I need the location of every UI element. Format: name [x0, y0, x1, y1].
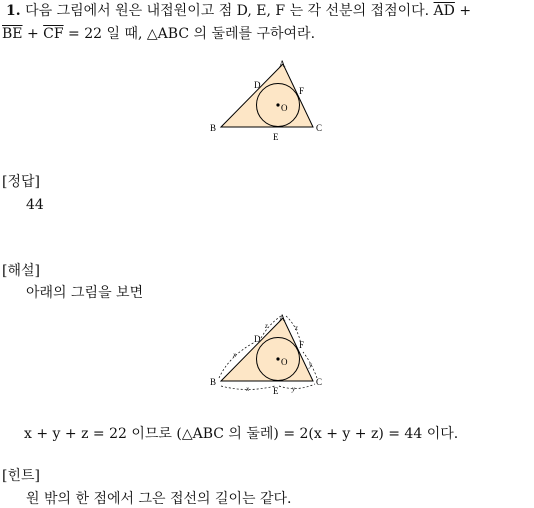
- plus-sign-2: +: [26, 26, 39, 42]
- figure-solution: [205, 312, 330, 397]
- hint-heading: [힌트]: [2, 468, 40, 484]
- solution-equation: x + y + z = 22 이므로 (△ABC 의 둘레) = 2(x + y + z) = 44 이다.: [24, 426, 459, 442]
- label-y-bottom: y: [292, 385, 296, 393]
- solution-heading: [해설]: [2, 263, 40, 279]
- label-f: F: [299, 86, 305, 96]
- center-point-2: [276, 357, 279, 360]
- problem-line-1: [6, 2, 471, 20]
- label-z-left: z: [265, 322, 268, 330]
- hint-text: 원 밖의 한 점에서 그은 접선의 길이는 같다.: [26, 491, 292, 507]
- label-f-2: F: [299, 340, 305, 350]
- label-o-2: O: [281, 357, 288, 367]
- label-x-left: x: [233, 351, 237, 359]
- label-c: C: [316, 123, 323, 133]
- segment-cf: $\overline{CF}$: [43, 26, 64, 42]
- label-a: A: [279, 59, 286, 69]
- label-b: B: [210, 123, 217, 133]
- center-point: [276, 103, 279, 106]
- label-a-2: A: [279, 313, 286, 323]
- problem-number: 1.: [6, 3, 21, 19]
- figure-incircle: [205, 58, 330, 143]
- label-c-2: C: [316, 377, 323, 387]
- label-z-right: z: [295, 324, 298, 332]
- label-b-2: B: [210, 377, 217, 387]
- label-d-2: D: [254, 334, 261, 344]
- label-e-2: E: [273, 386, 279, 396]
- label-d: D: [254, 80, 261, 90]
- label-o: O: [281, 103, 288, 113]
- problem-text-1: 다음 그림에서 원은 내접원이고 점 D, E, F 는 각 선분의 접점이다.: [25, 3, 430, 19]
- label-e: E: [273, 132, 279, 142]
- problem-line-2: [2, 25, 315, 43]
- answer-value: 44: [26, 197, 44, 213]
- segment-be: $\overline{BE}$: [2, 26, 23, 42]
- plus-sign: +: [459, 3, 472, 19]
- segment-ad: $\overline{AD}$: [433, 3, 455, 19]
- label-y-right: y: [309, 361, 313, 369]
- problem-text-2: = 22 일 때, △ABC 의 둘레를 구하여라.: [68, 26, 316, 42]
- label-x-bottom: x: [246, 385, 250, 393]
- answer-heading: [정답]: [2, 174, 40, 190]
- solution-intro: 아래의 그림을 보면: [26, 285, 144, 301]
